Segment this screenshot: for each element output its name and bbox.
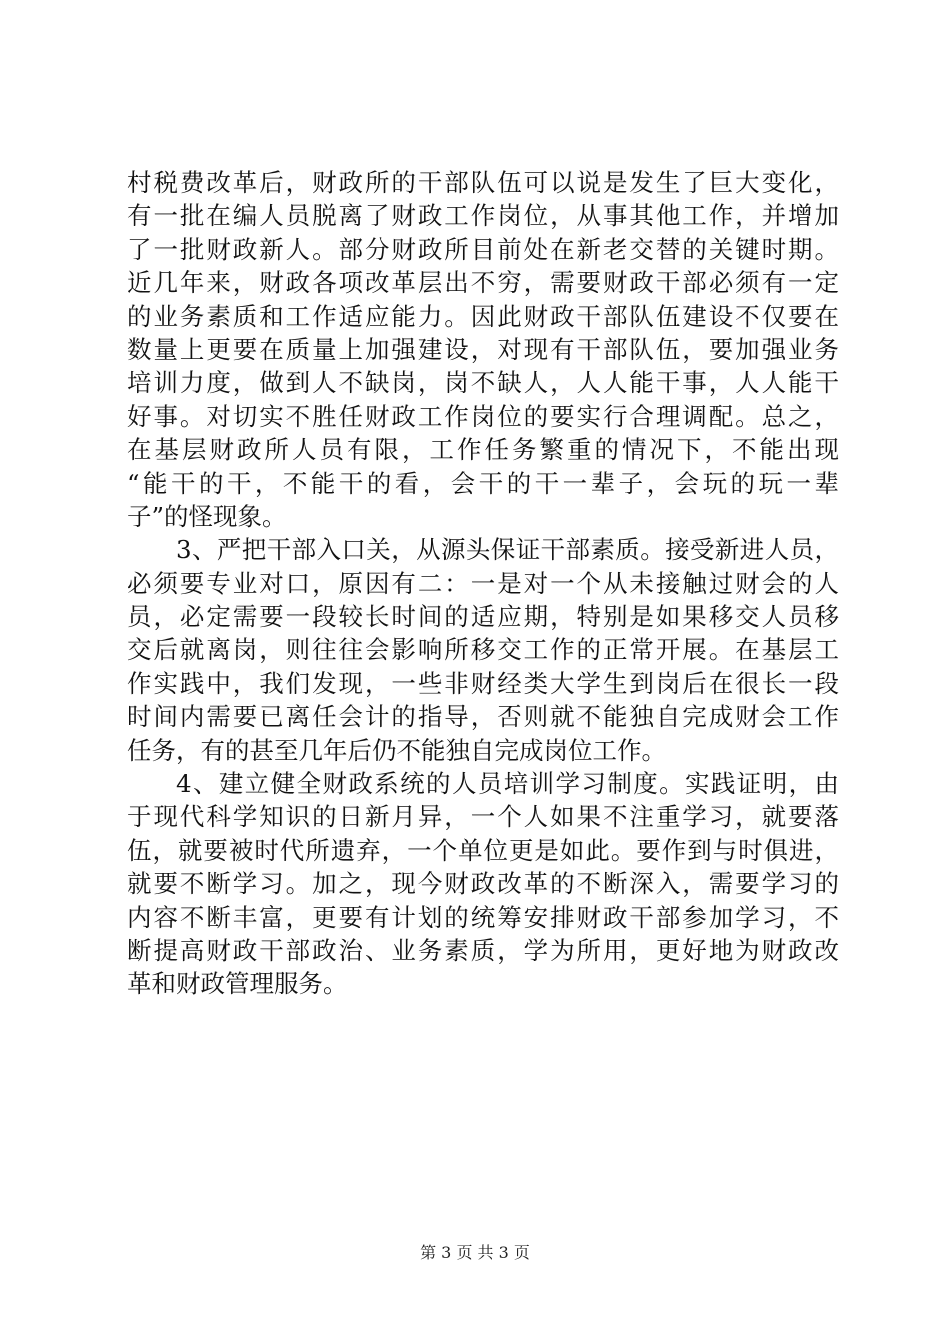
text-line: 革和财政管理服务。 xyxy=(127,969,348,999)
text-line: 村税费改革后，财政所的干部队伍可以说是发生了巨大变化， xyxy=(127,168,839,197)
text-line: 4、建立健全财政系统的人员培训学习制度。实践证明，由 xyxy=(176,769,839,799)
text-line: 于现代科学知识的日新月异，一个人如果不注重学习，就要落 xyxy=(127,802,839,832)
text-line: 交后就离岗，则往往会影响所移交工作的正常开展。在基层工 xyxy=(127,635,839,665)
text-line: 作实践中，我们发现，一些非财经类大学生到岗后在很长一段 xyxy=(127,668,839,698)
document-body xyxy=(127,166,839,1001)
text-line: 必须要专业对口，原因有二：一是对一个从未接触过财会的人 xyxy=(127,568,839,598)
text-line: 任务，有的甚至几年后仍不能独自完成岗位工作。 xyxy=(127,735,666,765)
text-line: 了一批财政新人。部分财政所目前处在新老交替的关键时期。 xyxy=(127,234,839,264)
text-line: 3、严把干部入口关，从源头保证干部素质。接受新进人员， xyxy=(176,535,839,565)
text-line: 断提高财政干部政治、业务素质，学为所用，更好地为财政改 xyxy=(127,935,839,965)
text-line: 在基层财政所人员有限，工作任务繁重的情况下，不能出现 xyxy=(127,435,839,465)
text-line: 的业务素质和工作适应能力。因此财政干部队伍建设不仅要在 xyxy=(127,301,839,331)
text-line: 就要不断学习。加之，现今财政改革的不断深入，需要学习的 xyxy=(127,869,839,899)
text-line: 时间内需要已离任会计的指导，否则就不能独自完成财会工作 xyxy=(127,702,839,732)
text-line: 子”的怪现象。 xyxy=(127,501,287,531)
text-line: 近几年来，财政各项改革层出不穷，需要财政干部必须有一定 xyxy=(127,268,839,298)
text-line: 好事。对切实不胜任财政工作岗位的要实行合理调配。总之， xyxy=(127,401,839,431)
paragraph-2 xyxy=(127,533,839,767)
page-number-footer: 第 3 页 共 3 页 xyxy=(420,1243,530,1262)
paragraph-3 xyxy=(127,767,839,1001)
text-line: 伍，就要被时代所遗弃，一个单位更是如此。要作到与时俱进， xyxy=(127,835,839,865)
text-line: 数量上更要在质量上加强建设，对现有干部队伍，要加强业务 xyxy=(127,334,839,364)
text-line: 有一批在编人员脱离了财政工作岗位，从事其他工作，并增加 xyxy=(127,201,839,231)
text-line: 员，必定需要一段较长时间的适应期，特别是如果移交人员移 xyxy=(127,602,839,632)
text-line: 内容不断丰富，更要有计划的统筹安排财政干部参加学习，不 xyxy=(127,902,839,932)
text-line: 培训力度，做到人不缺岗，岗不缺人，人人能干事，人人能干 xyxy=(127,368,839,398)
text-line: “能干的干，不能干的看，会干的干一辈子，会玩的玩一辈 xyxy=(127,468,839,498)
paragraph-1 xyxy=(127,166,839,533)
